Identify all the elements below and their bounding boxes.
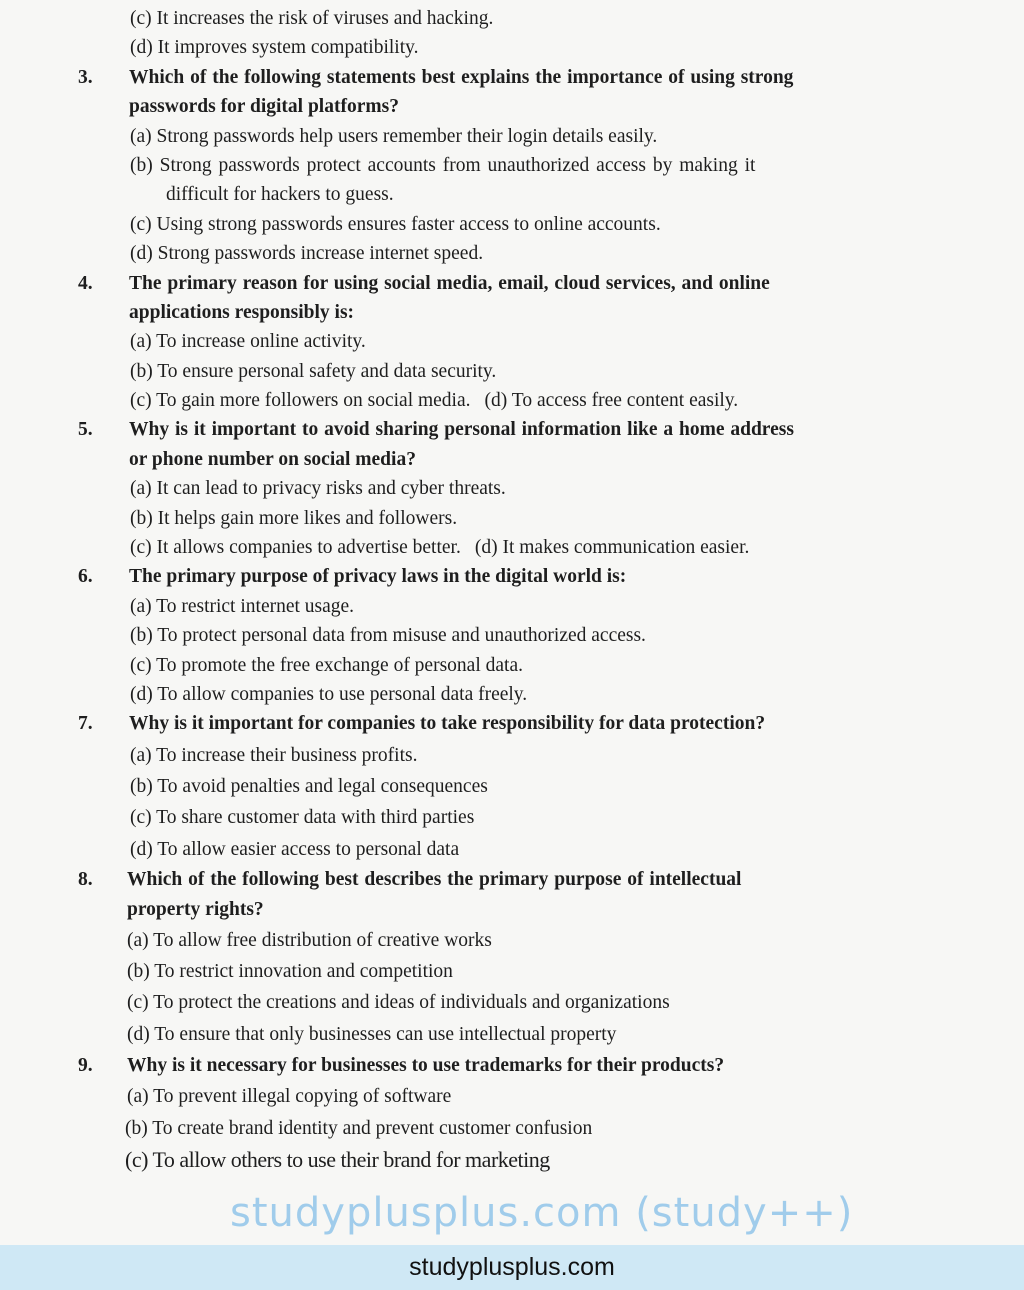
question-text: passwords for digital platforms? (129, 96, 399, 118)
option: (a) To restrict internet usage. (130, 595, 355, 617)
question-number: 7. (78, 713, 93, 735)
option: (b) Strong passwords protect accounts from unauthorized access by making it (130, 154, 756, 176)
option: (c) To promote the free exchange of personal data. (130, 654, 523, 676)
option: (d) To allow easier access to personal data (130, 838, 460, 860)
question-text: Why is it important to avoid sharing personal information like a home address (129, 419, 794, 441)
question-number: 5. (78, 419, 93, 441)
option: (b) To avoid penalties and legal consequences (130, 775, 488, 797)
option: (c) It allows companies to advertise better. (130, 537, 461, 559)
document-page (0, 4, 1024, 1176)
question-text: The primary reason for using social media, email, cloud services, and online (129, 272, 770, 294)
option: (a) To increase their business profits. (130, 744, 418, 766)
option: (c) To gain more followers on social media. (130, 390, 471, 412)
option: difficult for hackers to guess. (166, 184, 394, 206)
option: (d) To access free content easily. (484, 390, 739, 412)
watermark: studyplusplus.com (study++) (230, 1190, 854, 1236)
question-text: The primary purpose of privacy laws in the digital world is: (129, 566, 627, 588)
option: (b) To create brand identity and prevent customer confusion (125, 1117, 593, 1139)
option: (a) To allow free distribution of creative works (127, 929, 492, 951)
option: (a) To prevent illegal copying of software (127, 1086, 452, 1108)
option: (a) To increase online activity. (130, 331, 366, 353)
option: (b) To ensure personal safety and data security. (130, 360, 497, 382)
option: (c) To protect the creations and ideas of individuals and organizations (127, 992, 670, 1014)
footer-banner (0, 1245, 1024, 1290)
option: (d) To allow companies to use personal data freely. (130, 683, 528, 705)
question-text: Which of the following best describes the primary purpose of intellectual (127, 868, 742, 890)
question-number: 4. (78, 272, 93, 294)
option: (c) To allow others to use their brand for marketing (125, 1147, 550, 1173)
question-text: Which of the following statements best explains the importance of using strong (129, 66, 794, 88)
option-pair (130, 386, 738, 415)
option: (a) Strong passwords help users remember their login details easily. (130, 125, 658, 147)
footer-site-link[interactable]: studyplusplus.com (409, 1253, 615, 1281)
question-text: property rights? (127, 899, 264, 921)
option-pair (130, 533, 749, 562)
option: (d) To ensure that only businesses can use intellectual property (127, 1023, 617, 1045)
question-text: or phone number on social media? (129, 448, 416, 470)
question-number: 3. (78, 66, 93, 88)
option: (b) To restrict innovation and competition (127, 961, 453, 983)
option: (c) It increases the risk of viruses and hacking. (130, 8, 494, 29)
option: (d) Strong passwords increase internet speed. (130, 243, 484, 265)
option: (c) Using strong passwords ensures faster access to online accounts. (130, 213, 661, 235)
option: (d) It makes communication easier. (474, 537, 750, 559)
question-text: Why is it important for companies to take responsibility for data protection? (129, 713, 766, 735)
option: (d) It improves system compatibility. (130, 37, 419, 59)
question-number: 6. (78, 566, 93, 588)
question-text: Why is it necessary for businesses to use trademarks for their products? (127, 1054, 725, 1076)
question-number: 8. (78, 868, 93, 890)
option: (b) It helps gain more likes and followers. (130, 507, 458, 529)
question-text: applications responsibly is: (129, 301, 355, 323)
option: (a) It can lead to privacy risks and cyber threats. (130, 478, 506, 500)
option: (b) To protect personal data from misuse and unauthorized access. (130, 625, 646, 647)
option: (c) To share customer data with third parties (130, 807, 475, 829)
question-number: 9. (78, 1054, 93, 1076)
